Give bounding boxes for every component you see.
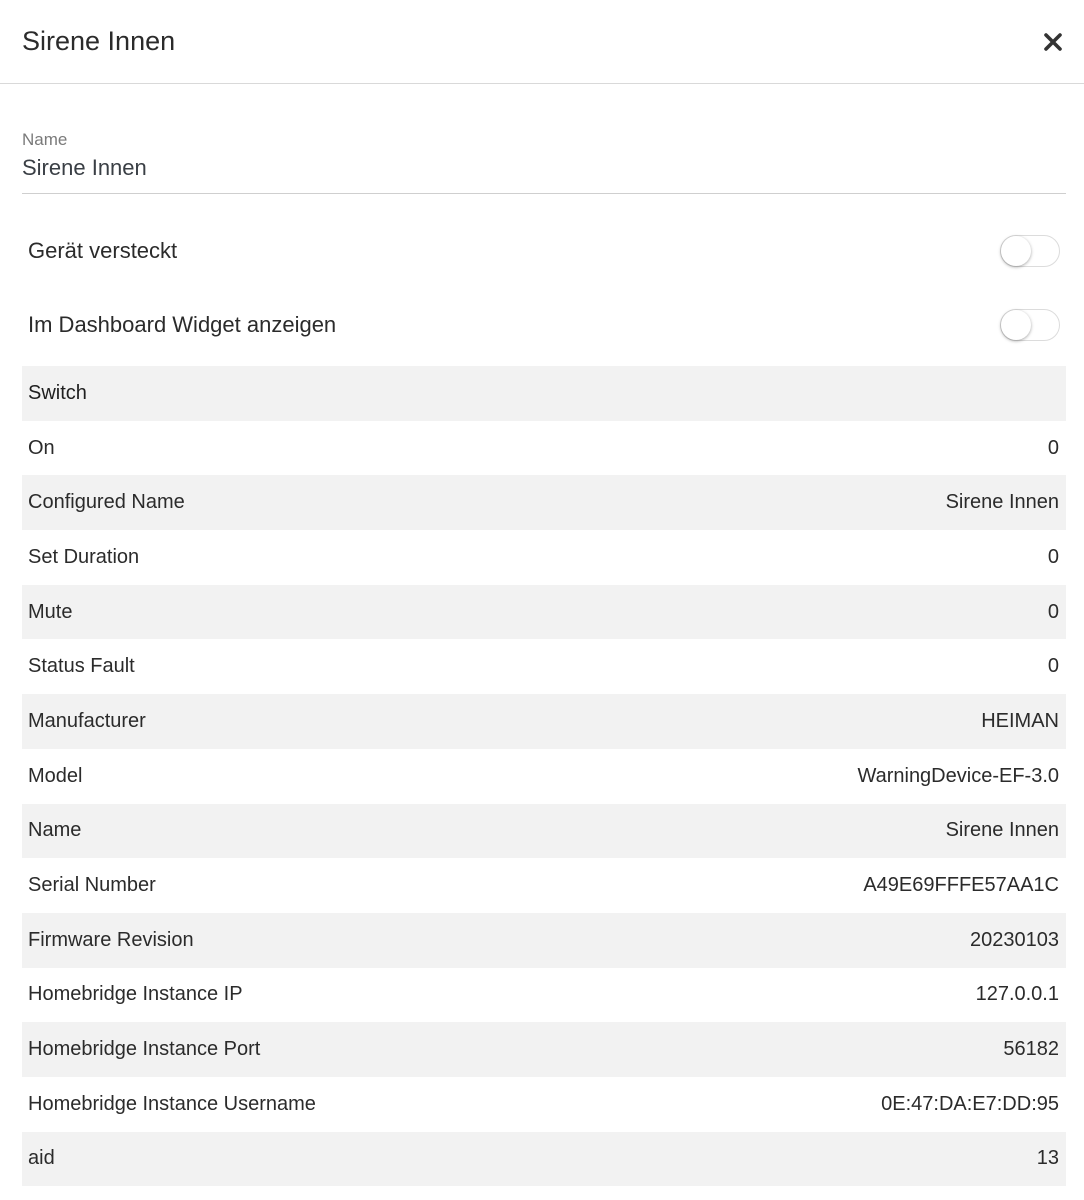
name-field-label: Name (22, 130, 68, 149)
row-value: HEIMAN (981, 709, 1059, 732)
row-key: On (28, 436, 55, 459)
row-value: Sirene Innen (945, 491, 1059, 514)
toggle-label-hidden: Gerät versteckt (28, 238, 178, 263)
table-row (22, 749, 1066, 804)
table-row (22, 475, 1066, 530)
row-key: Name (28, 819, 82, 842)
row-key: Model (28, 764, 83, 787)
toggle-knob (1001, 310, 1031, 340)
row-value: 20230103 (970, 928, 1059, 951)
dialog-header (0, 0, 1084, 84)
row-value: 0E:47:DA:E7:DD:95 (881, 1092, 1059, 1115)
table-row (22, 1022, 1066, 1077)
table-row (22, 858, 1066, 913)
table-row (22, 1132, 1066, 1187)
name-field (22, 130, 1066, 194)
close-button[interactable] (1040, 29, 1066, 55)
row-value: 0 (1047, 600, 1059, 623)
row-key: Homebridge Instance Username (28, 1092, 316, 1115)
row-value: 127.0.0.1 (975, 983, 1059, 1006)
table-row (22, 968, 1066, 1023)
toggle-label-dashboard: Im Dashboard Widget anzeigen (28, 312, 337, 337)
table-row (22, 585, 1066, 640)
row-key: Configured Name (28, 491, 185, 514)
table-row (22, 1077, 1066, 1132)
name-input[interactable] (22, 155, 1066, 181)
dialog-title: Sirene Innen (22, 26, 176, 56)
row-key: Set Duration (28, 545, 140, 568)
toggle-row-dashboard (22, 288, 1066, 362)
section-title: Switch (28, 381, 87, 404)
row-key: Status Fault (28, 655, 135, 678)
row-value: WarningDevice-EF-3.0 (857, 764, 1059, 787)
toggle-dashboard-switch[interactable] (1000, 309, 1060, 341)
row-key: Mute (28, 600, 73, 623)
row-value: 13 (1036, 1147, 1059, 1170)
row-key: Homebridge Instance IP (28, 983, 243, 1006)
row-value: 0 (1047, 436, 1059, 459)
dialog-body (0, 130, 1084, 1186)
toggle-hidden-switch[interactable] (1000, 235, 1060, 267)
table-row (22, 639, 1066, 694)
toggle-knob (1001, 236, 1031, 266)
row-key: aid (28, 1147, 55, 1170)
toggle-row-hidden (22, 214, 1066, 288)
row-value: A49E69FFFE57AA1C (863, 874, 1059, 897)
row-key: Firmware Revision (28, 928, 194, 951)
table-row (22, 694, 1066, 749)
row-value: 56182 (1003, 1038, 1059, 1061)
row-key: Homebridge Instance Port (28, 1038, 261, 1061)
row-value: 0 (1047, 655, 1059, 678)
table-row (22, 530, 1066, 585)
row-value: 0 (1047, 545, 1059, 568)
row-key: Serial Number (28, 874, 156, 897)
row-value: Sirene Innen (945, 819, 1059, 842)
table-row (22, 804, 1066, 859)
table-row (22, 421, 1066, 476)
close-icon (1043, 32, 1063, 52)
row-key: Manufacturer (28, 709, 146, 732)
table-row (22, 913, 1066, 968)
section-header-switch (22, 366, 1066, 421)
characteristics-table (22, 366, 1066, 1186)
